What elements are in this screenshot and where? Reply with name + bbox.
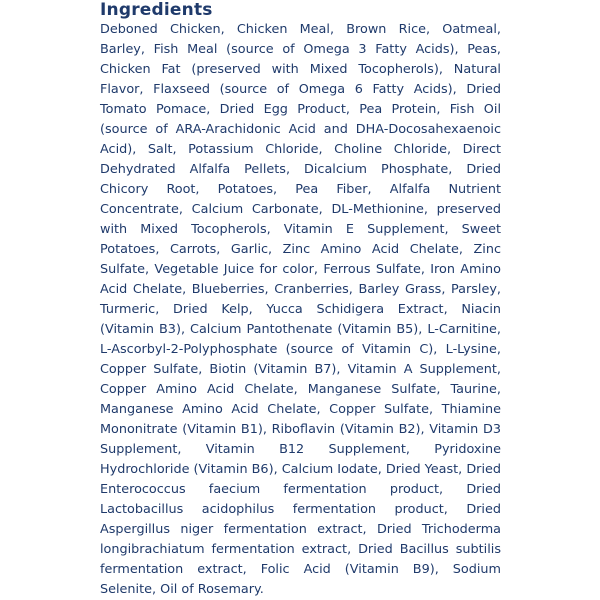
ingredients-panel bbox=[100, 0, 501, 600]
ingredients-heading: Ingredients bbox=[100, 0, 213, 20]
ingredients-list-text: Deboned Chicken, Chicken Meal, Brown Rice, Oatmeal, Barley, Fish Meal (source of Omega 3 Fatty Acids), Peas, Chicken Fat (preserved with Mixed Tocopherols), Natural Flavor, Flaxseed (source of Omega 6 Fatty Acids), Dried Tomato Pomace, Dried Egg Product, Pea Protein, Fish Oil (source of ARA-Arachidonic Acid and DHA-Docosahexaenoic Acid), Salt, Potassium Chloride, Choline Chloride, Direct Dehydrated Alfalfa Pellets, Dicalcium Phosphate, Dried Chicory Root, Potatoes, Pea Fiber, Alfalfa Nutrient Concentrate, Calcium Carbonate, DL-Methionine, preserved with Mixed Tocopherols, Vitamin E Supplement, Sweet Potatoes, Carrots, Garlic, Zinc Amino Acid Chelate, Zinc Sulfate, Vegetable Juice for color, Ferrous Sulfate, Iron Amino Acid Chelate, Blueberries, Cranberries, Barley Grass, Parsley, Turmeric, Dried Kelp, Yucca Schidigera Extract, Niacin (Vitamin B3), Calcium Pantothenate (Vitamin B5), L-Carnitine, L-Ascorbyl-2-Polyphosphate (source of Vitamin C), L-Lysine, Copper Sulfate, Biotin (Vitamin B7), Vitamin A Supplement, Copper Amino Acid Chelate, Manganese Sulfate, Taurine, Manganese Amino Acid Chelate, Copper Sulfate, Thiamine Mononitrate (Vitamin B1), Riboflavin (Vitamin B2), Vitamin D3 Supplement, Vitamin B12 Supplement, Pyridoxine Hydrochloride (Vitamin B6), Calcium Iodate, Dried Yeast, Dried Enterococcus faecium fermentation product, Dried Lactobacillus acidophilus fermentation product, Dried Aspergillus niger fermentation extract, Dried Trichoderma longibrachiatum fermentation extract, Dried Bacillus subtilis fermentation extract, Folic Acid (Vitamin B9), Sodium Selenite, Oil of Rosemary. bbox=[100, 22, 501, 597]
